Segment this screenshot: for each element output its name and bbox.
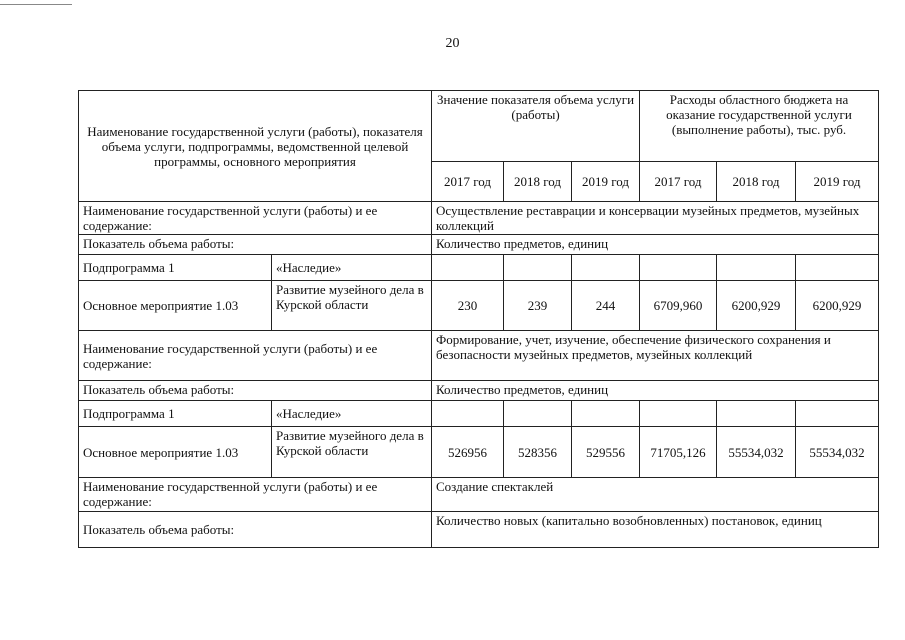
empty-cell (796, 401, 879, 427)
activity-label: Основное мероприятие 1.03 (79, 281, 272, 331)
empty-cell (572, 255, 640, 281)
year-cell: 2017 год (640, 162, 717, 202)
top-rule (0, 4, 72, 5)
services-table (78, 90, 879, 548)
activity-name: Развитие музейного дела в Курской области (272, 427, 432, 478)
year-cell: 2019 год (796, 162, 879, 202)
subprogram-name: «Наследие» (272, 255, 432, 281)
year-cell: 2019 год (572, 162, 640, 202)
value-cell: 244 (572, 281, 640, 331)
service-label: Наименование государственной услуги (работы) и ее содержание: (79, 202, 432, 235)
empty-cell (504, 255, 572, 281)
year-cell: 2018 год (717, 162, 796, 202)
value-cell: 230 (432, 281, 504, 331)
service-label: Наименование государственной услуги (работы) и ее содержание: (79, 331, 432, 381)
empty-cell (640, 401, 717, 427)
indicator-label: Показатель объема работы: (79, 381, 432, 401)
value-cell: 528356 (504, 427, 572, 478)
header-volume-cell: Значение показателя объема услуги (работы) (432, 91, 640, 162)
value-cell: 55534,032 (717, 427, 796, 478)
empty-cell (504, 401, 572, 427)
indicator-value: Количество новых (капитально возобновленных) постановок, единиц (432, 512, 879, 548)
indicator-row (79, 512, 879, 548)
header-name-cell: Наименование государственной услуги (работы), показателя объема услуги, подпрограммы, ведомственной целевой программы, основного мероприятия (79, 91, 432, 202)
year-cell: 2017 год (432, 162, 504, 202)
subprogram-row (79, 255, 879, 281)
service-value: Формирование, учет, изучение, обеспечение физического сохранения и безопасности музейных предметов, музейных коллекций (432, 331, 879, 381)
service-row (79, 202, 879, 235)
value-cell: 239 (504, 281, 572, 331)
page-number: 20 (445, 36, 460, 51)
empty-cell (572, 401, 640, 427)
indicator-row (79, 381, 879, 401)
service-row (79, 478, 879, 512)
activity-row (79, 427, 879, 478)
value-cell: 6200,929 (796, 281, 879, 331)
empty-cell (432, 401, 504, 427)
activity-row (79, 281, 879, 331)
indicator-label: Показатель объема работы: (79, 235, 432, 255)
subprogram-label: Подпрограмма 1 (79, 401, 272, 427)
value-cell: 6709,960 (640, 281, 717, 331)
empty-cell (717, 401, 796, 427)
subprogram-label: Подпрограмма 1 (79, 255, 272, 281)
indicator-value: Количество предметов, единиц (432, 381, 879, 401)
subprogram-row (79, 401, 879, 427)
header-row (79, 91, 879, 162)
value-cell: 55534,032 (796, 427, 879, 478)
service-label: Наименование государственной услуги (работы) и ее содержание: (79, 478, 432, 512)
empty-cell (717, 255, 796, 281)
header-expenses-cell: Расходы областного бюджета на оказание государственной услуги (выполнение работы), тыс. руб. (640, 91, 879, 162)
service-row (79, 331, 879, 381)
subprogram-name: «Наследие» (272, 401, 432, 427)
indicator-row (79, 235, 879, 255)
activity-label: Основное мероприятие 1.03 (79, 427, 272, 478)
empty-cell (432, 255, 504, 281)
indicator-value: Количество предметов, единиц (432, 235, 879, 255)
activity-name: Развитие музейного дела в Курской области (272, 281, 432, 331)
value-cell: 526956 (432, 427, 504, 478)
empty-cell (640, 255, 717, 281)
value-cell: 529556 (572, 427, 640, 478)
value-cell: 71705,126 (640, 427, 717, 478)
indicator-label: Показатель объема работы: (79, 512, 432, 548)
empty-cell (796, 255, 879, 281)
service-value: Создание спектаклей (432, 478, 879, 512)
year-cell: 2018 год (504, 162, 572, 202)
service-value: Осуществление реставрации и консервации музейных предметов, музейных коллекций (432, 202, 879, 235)
value-cell: 6200,929 (717, 281, 796, 331)
